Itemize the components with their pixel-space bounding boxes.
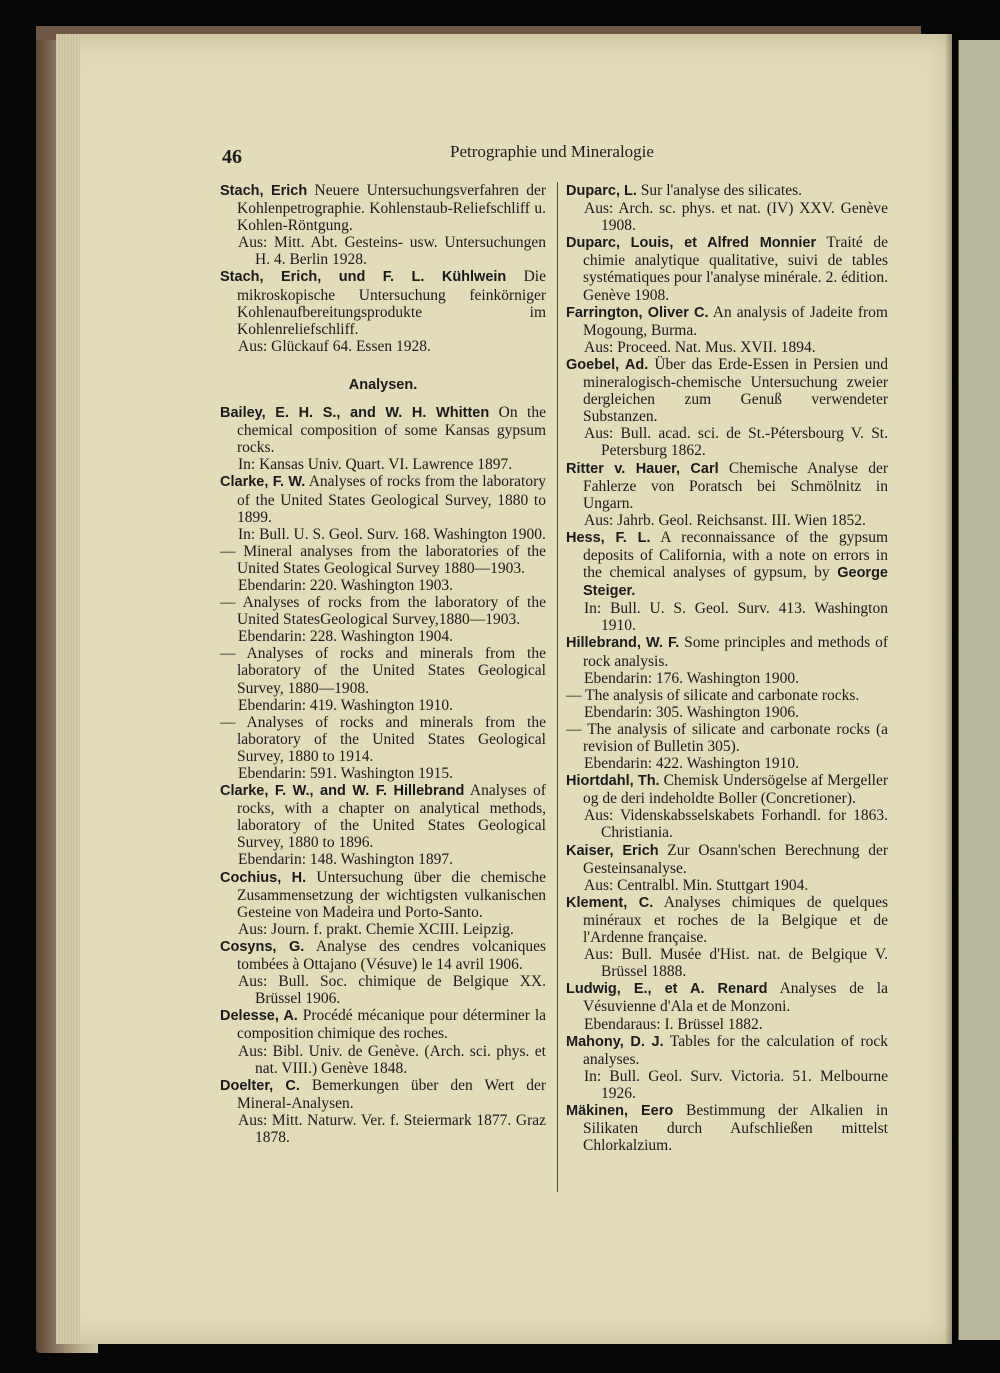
entry-author: Klement, C. — [566, 894, 654, 911]
entry-title: Analyse des cendres volcaniques tombées à Ottajano (Vésuve) le 14 avril 1906. — [237, 937, 546, 974]
entry-author: — — [566, 720, 582, 738]
column-rule — [557, 182, 558, 1192]
bibliography-entry — [566, 1033, 888, 1068]
bibliography-entry — [566, 460, 888, 512]
entry-source: In: Bull. Geol. Surv. Victoria. 51. Melbourne 1926. — [584, 1067, 888, 1102]
entry-source: Aus: Arch. sc. phys. et nat. (IV) XXV. Genève 1908. — [584, 200, 888, 235]
entries-after — [220, 404, 546, 1146]
entry-source: Aus: Mitt. Naturw. Ver. f. Steiermark 1877. Graz 1878. — [238, 1111, 546, 1146]
bibliography-entry — [566, 634, 888, 669]
bibliography-entry — [220, 594, 546, 628]
bibliography-entry — [566, 842, 888, 877]
entry-title: Analyses of rocks from the laboratory of the United States Geological Survey, 1880 to 1899. — [237, 473, 546, 526]
entry-title: Über das Erde-Essen in Persien und mineralogisch-chemische Untersuchung zweier dergleichen zum Genuß verwendeter Substanzen. — [583, 355, 889, 426]
entry-title: Mineral analyses from the laboratories of the United States Geological Survey 1880—1903. — [237, 542, 547, 577]
entry-source: Aus: Bibl. Univ. de Genève. (Arch. sci. phys. et nat. VIII.) Genève 1848. — [238, 1042, 546, 1077]
bibliography-entry — [566, 234, 888, 303]
entry-title: Sur l'analyse des silicates. — [640, 182, 802, 199]
bibliography-entry — [566, 687, 888, 704]
entry-author: Mahony, D. J. — [566, 1033, 664, 1050]
entry-author: Kaiser, Erich — [566, 842, 659, 859]
entry-author: Duparc, Louis, et Alfred Monnier — [566, 235, 817, 252]
bibliography-entry — [220, 268, 546, 337]
entry-author: Stach, Erich — [220, 183, 308, 199]
bibliography-entry — [220, 714, 546, 765]
bibliography-entry — [566, 1102, 888, 1154]
entry-source: Aus: Videnskabsselskabets Forhandl. for 1863. Christiania. — [584, 807, 888, 842]
bibliography-entry — [220, 645, 546, 696]
entry-title: The analysis of silicate and carbonate rocks (a revision of Bulletin 305). — [583, 720, 888, 755]
entry-title: Analyses de la Vésuvienne d'Ala et de Monzoni. — [583, 980, 888, 1016]
entries-before — [220, 182, 546, 355]
page-number: 46 — [222, 146, 242, 168]
entry-title: Chemisk Undersögelse af Mergeller og de deri indeholdte Boller (Concretioner). — [583, 772, 888, 808]
bibliography-entry — [220, 938, 546, 973]
entry-author: Farrington, Oliver C. — [566, 304, 709, 321]
entry-title: Analyses of rocks and minerals from the laboratory of the United States Geological Survey, 1880—1908. — [237, 645, 546, 697]
bibliography-entry — [220, 473, 546, 525]
left-column — [220, 182, 546, 1146]
entry-source: In: Kansas Univ. Quart. VI. Lawrence 1897. — [238, 456, 513, 474]
entry-source: In: Bull. U. S. Geol. Surv. 168. Washington 1900. — [238, 525, 546, 543]
entry-title: Traité de chimie analytique qualitative, suivi de tables systématiques pour l'analyse minérale. 2. édition. Genève 1908. — [583, 234, 888, 304]
entry-author: Mäkinen, Eero — [566, 1102, 674, 1119]
entry-author: — — [220, 542, 236, 560]
bibliography-entry — [220, 782, 546, 851]
entry-source: Aus: Bull. Soc. chimique de Belgique XX. Brüssel 1906. — [238, 973, 546, 1008]
entry-source: Aus: Jahrb. Geol. Reichsanst. III. Wien 1852. — [584, 511, 866, 529]
bibliography-entry — [566, 772, 888, 807]
bibliography-entry — [566, 182, 888, 200]
entry-source: Aus: Journ. f. prakt. Chemie XCIII. Leipzig. — [238, 920, 514, 938]
entry-title: Chemische Analyse der Fahlerze von Poratsch bei Schmölnitz in Ungarn. — [583, 459, 888, 512]
entry-title: On the chemical composition of some Kansas gypsum rocks. — [237, 404, 546, 457]
entry-author: Ritter v. Hauer, Carl — [566, 460, 719, 477]
entry-title: Die mikroskopische Untersuchung feinkörniger Kohlenaufbereitungsprodukte im Kohlenreliefschliff. — [237, 268, 546, 338]
entry-source: Ebendarin: 591. Washington 1915. — [238, 765, 454, 782]
entry-author: — — [220, 594, 236, 612]
entry-source: Ebendarin: 148. Washington 1897. — [238, 851, 454, 869]
bibliography-entry — [220, 182, 546, 234]
entry-source: Ebendaraus: I. Brüssel 1882. — [584, 1015, 763, 1033]
gutter-shadow — [945, 34, 959, 1344]
entry-author: Delesse, A. — [220, 1008, 298, 1025]
entry-title: Neuere Untersuchungsverfahren der Kohlenpetrographie. Kohlenstaub-Reliefschliff u. Kohlen-Röntgung. — [237, 182, 547, 235]
bibliography-entry — [220, 869, 546, 921]
entry-title: Zur Osann'schen Berechnung der Gesteinsanalyse. — [583, 841, 889, 877]
entry-title: Procédé mécanique pour déterminer la composition chimique des roches. — [237, 1007, 546, 1043]
entry-title: Analyses chimiques de quelques minéraux et roches de la Belgique et de l'Ardenne française. — [583, 893, 888, 947]
entry-author: Hillebrand, W. F. — [566, 635, 680, 652]
entry-title: The analysis of silicate and carbonate rocks. — [585, 686, 860, 704]
entry-title: Bestimmung der Alkalien in Silikaten durch Aufschließen mittelst Chlorkalzium. — [583, 1101, 889, 1155]
bibliography-entry — [220, 1007, 546, 1042]
entry-title: Analyses of rocks, with a chapter on analytical methods, laboratory of the United States Geological Survey, 1880 to 1896. — [237, 782, 546, 852]
entry-author: — — [220, 713, 236, 731]
entry-source: Aus: Bull. acad. sci. de St.-Pétersbourg V. St. Petersburg 1862. — [584, 425, 888, 460]
right-column — [566, 182, 888, 1154]
entry-source: Aus: Centralbl. Min. Stuttgart 1904. — [584, 876, 809, 894]
running-title: Petrographie und Mineralogie — [450, 142, 654, 161]
entry-author: — — [566, 686, 582, 704]
page-stack-edge — [56, 34, 80, 1344]
entry-title: A reconnaissance of the gypsum deposits of California, with a note on errors in the chemical analyses of gypsum, by — [583, 528, 888, 582]
entry-source: Ebendarin: 176. Washington 1900. — [584, 669, 800, 687]
entry-title: Untersuchung über die chemische Zusammensetzung der wichtigsten vulkanischen Gesteine von Madeira und Porto-Santo. — [237, 868, 547, 921]
bibliography-entry — [220, 404, 546, 456]
entry-source: Ebendarin: 305. Washington 1906. — [584, 703, 800, 721]
entry-source: Ebendarin: 228. Washington 1904. — [238, 628, 454, 646]
entry-title: Some principles and methods of rock analysis. — [583, 634, 888, 670]
bibliography-entry — [220, 1077, 546, 1112]
entry-author: Doelter, C. — [220, 1077, 300, 1094]
entry-author: Ludwig, E., et A. Renard — [566, 981, 768, 998]
bibliography-entry — [566, 894, 888, 946]
next-page-edge — [958, 40, 1000, 1340]
bibliography-entry — [566, 980, 888, 1015]
entry-source: In: Bull. U. S. Geol. Surv. 413. Washington 1910. — [584, 600, 888, 635]
entries-right — [566, 182, 888, 1154]
bibliography-entry — [566, 529, 888, 600]
entry-author: Duparc, L. — [566, 183, 637, 199]
bibliography-entry — [220, 543, 546, 577]
entry-source: Aus: Proceed. Nat. Mus. XVII. 1894. — [584, 338, 816, 356]
entry-source: Aus: Bull. Musée d'Hist. nat. de Belgique V. Brüssel 1888. — [584, 946, 888, 981]
entry-source: Aus: Glückauf 64. Essen 1928. — [238, 337, 431, 355]
entry-author: — — [220, 645, 236, 663]
section-title: Analysen. — [348, 376, 418, 393]
entry-author: Cochius, H. — [220, 869, 307, 886]
page-header — [222, 142, 882, 168]
entry-author: Clarke, F. W., and W. F. Hillebrand — [220, 783, 465, 800]
entry-source: Aus: Mitt. Abt. Gesteins- usw. Untersuchungen H. 4. Berlin 1928. — [238, 234, 546, 269]
entry-source: Ebendarin: 220. Washington 1903. — [238, 576, 454, 594]
entry-coauthor: George Steiger. — [583, 565, 888, 600]
bibliography-entry — [566, 304, 888, 339]
bibliography-entry — [566, 356, 888, 425]
entry-title: Tables for the calculation of rock analyses. — [583, 1032, 888, 1068]
entry-title: Analyses of rocks and minerals from the laboratory of the United States Geological Survey, 1880 to 1914. — [237, 713, 546, 765]
entry-author: Goebel, Ad. — [566, 356, 649, 373]
entry-author: Clarke, F. W. — [220, 474, 306, 491]
entry-title: An analysis of Jadeite from Mogoung, Burma. — [583, 303, 888, 339]
entry-author: Bailey, E. H. S., and W. H. Whitten — [220, 405, 490, 422]
entry-source: Ebendarin: 419. Washington 1910. — [238, 696, 454, 714]
entry-title: Analyses of rocks from the laboratory of the United StatesGeological Survey,1880—1903. — [237, 594, 546, 629]
entry-author: Cosyns, G. — [220, 938, 305, 955]
entry-source: Ebendarin: 422. Washington 1910. — [584, 755, 800, 773]
entry-title: Bemerkungen über den Wert der Mineral-Analysen. — [237, 1076, 547, 1112]
entry-author: Hess, F. L. — [566, 529, 651, 546]
entry-author: Stach, Erich, und F. L. Kühlwein — [220, 269, 507, 286]
bibliography-entry — [566, 721, 888, 755]
entry-author: Hiortdahl, Th. — [566, 773, 660, 790]
